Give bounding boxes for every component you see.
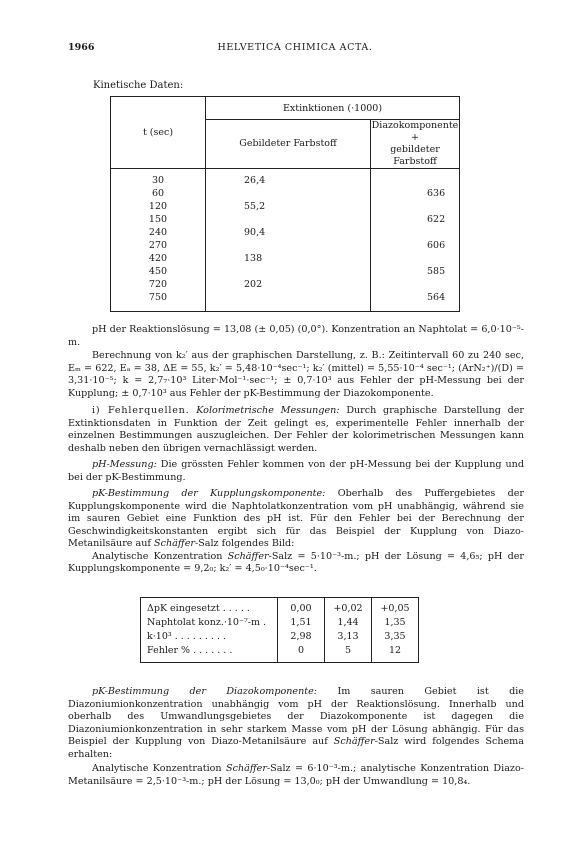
cell-value: 3,13 <box>325 630 372 644</box>
table-row <box>111 291 460 312</box>
cell-value: 1,35 <box>372 616 419 630</box>
table-row <box>141 616 419 630</box>
cell-time: 150 <box>148 214 168 225</box>
cell-diazo: 636 <box>371 187 460 200</box>
cell-value: +0,02 <box>325 598 372 617</box>
cell-diazo: 622 <box>371 213 460 226</box>
cell-dye <box>206 187 371 200</box>
error-sources-paragraph: i) Fehlerquellen. Kolorimetrische Messungen: Durch graphische Darstellung der Extinktionsdaten in Funktion der Zeit gelingt es, experimentelle Fehler innerhalb der einzelnen Bestimmungen auszugleichen. Der Fehler der kolorimetrischen Messungen kann deshalb neben den übrigen vernachlässigt werden. <box>68 405 525 454</box>
cell-time: 750 <box>148 292 168 303</box>
table-row <box>111 213 460 226</box>
cell-value: 0,00 <box>278 598 325 617</box>
cell-value: 3,35 <box>372 630 419 644</box>
running-header <box>68 42 522 58</box>
row-label: Naphtolat konz.·10⁻⁷-m . <box>147 617 267 628</box>
table-row <box>111 169 460 188</box>
cell-time: 120 <box>148 201 168 212</box>
col-dye-header: Gebildeter Farbstoff <box>206 120 371 169</box>
journal-title: HELVETICA CHIMICA ACTA. <box>217 42 373 53</box>
cell-time: 270 <box>148 240 168 251</box>
table-row <box>111 278 460 291</box>
cell-dye <box>206 213 371 226</box>
cell-dye: 138 <box>206 252 371 265</box>
row-label: ΔpK eingesetzt . . . . . <box>147 603 250 614</box>
cell-time: 420 <box>148 253 168 264</box>
table-row <box>141 644 419 663</box>
ph-measurement-paragraph: pH-Messung: Die grössten Fehler kommen von der pH-Messung bei der Kupplung und bei der pK-Bestimmung. <box>68 459 524 483</box>
cell-diazo: 564 <box>371 291 460 312</box>
table-row <box>111 252 460 265</box>
cell-diazo <box>371 252 460 265</box>
cell-value: 1,51 <box>278 616 325 630</box>
row-label: k·10³ . . . . . . . . . <box>147 631 227 642</box>
cell-diazo <box>371 200 460 213</box>
cell-diazo: 585 <box>371 265 460 278</box>
kinetics-table <box>110 96 460 312</box>
cell-diazo <box>371 169 460 188</box>
row-label: Fehler % . . . . . . . <box>147 645 233 656</box>
analytic-conc-paragraph: Analytische Konzentration Schäffer-Salz = 5·10⁻³-m.; pH der Lösung = 4,6₅; pH der Kupplungskomponente = 9,2₀; k₂′ = 4,5₀·10⁻⁴sec⁻¹. <box>68 550 524 574</box>
table-row <box>111 200 460 213</box>
cell-value: 2,98 <box>278 630 325 644</box>
cell-dye <box>206 291 371 312</box>
cell-dye <box>206 265 371 278</box>
calculation-paragraph: Berechnung von k₂′ aus der graphischen Darstellung, z. B.: Zeitintervall 60 zu 240 sec, Eₘ = 622, Eₐ = 38, ΔE = 55, k₂′ = 5,48·10⁻⁴sec⁻¹; k₂′ (mittel) = 5,55·10⁻⁴ sec⁻¹; (ArN₂⁺)/(D) = 3,31·10⁻⁵; k = 2,7₇·10³ Liter·Mol⁻¹·sec⁻¹; ± 0,7·10³ aus Fehler der pH-Messung bei der Kupplung; ± 0,7·10³ aus Fehler der pK-Bestimmung der Diazokomponente. <box>68 350 524 399</box>
table-row <box>111 187 460 200</box>
body-text-upper <box>68 324 524 576</box>
cell-dye: 55,2 <box>206 200 371 213</box>
cell-value: 12 <box>372 644 419 663</box>
cell-value: 0 <box>278 644 325 663</box>
cell-diazo <box>371 278 460 291</box>
cell-value: 1,44 <box>325 616 372 630</box>
table-row <box>141 630 419 644</box>
cell-time: 30 <box>151 175 165 186</box>
pk-coupling-paragraph: pK-Bestimmung der Kupplungskomponente: Oberhalb des Puffergebietes der Kupplungskomponente wird die Naphtolatkonzentration vom pH unabhängig, während sie im sauren Gebiet eine Funktion des pH ist. Für den Fehler bei der Berechnung der Geschwindigkeitskonstanten ergibt sich für das Beispiel der Kupplung von Diazo-Metanilsäure auf Schäffer-Salz folgendes Bild: <box>68 488 524 549</box>
cell-diazo: 606 <box>371 239 460 252</box>
pk-diazo-paragraph: pK-Bestimmung der Diazokomponente: Im sauren Gebiet ist die Diazoniumionkonzentration unabhängig vom pH der Reaktionslösung. Innerhalb und oberhalb des Umwandlungsgebietes der Diazokomponente ist dagegen die Diazoniumionkonzentration in sehr starkem Masse vom pH der Lösung abhängig. Für das Beispiel der Kupplung von Diazo-Metanilsäure auf Schäffer-Salz wird folgendes Schema erhalten: <box>68 686 524 760</box>
cell-value: 5 <box>325 644 372 663</box>
body-text-lower <box>68 686 524 788</box>
error-table <box>140 597 419 663</box>
cell-dye <box>206 239 371 252</box>
analytic-conc-diazo-paragraph: Analytische Konzentration Schäffer-Salz = 6·10⁻³-m.; analytische Konzentration Diazo-Metanilsäure = 2,5·10⁻³-m.; pH der Lösung = 13,0₀; pH der Umwandlung = 10,8₄. <box>68 763 524 787</box>
cell-time: 240 <box>148 227 168 238</box>
cell-dye: 202 <box>206 278 371 291</box>
kinetics-label: Kinetische Daten: <box>93 80 184 91</box>
col-time-header: t (sec) <box>111 97 206 169</box>
cell-diazo <box>371 226 460 239</box>
table-row <box>111 239 460 252</box>
cell-time: 60 <box>151 188 165 199</box>
cell-dye: 26,4 <box>206 169 371 188</box>
cell-dye: 90,4 <box>206 226 371 239</box>
ph-paragraph: pH der Reaktionslösung = 13,08 (± 0,05) (0,0°). Konzentration an Naphtolat = 6,0·10⁻⁵-m. <box>68 324 524 348</box>
cell-time: 450 <box>148 266 168 277</box>
table-row <box>111 265 460 278</box>
page-number: 1966 <box>68 42 95 53</box>
cell-value: +0,05 <box>372 598 419 617</box>
table-row <box>141 598 419 617</box>
table-row <box>111 226 460 239</box>
col-diazo-header: Diazokomponente + gebildeter Farbstoff <box>371 120 459 167</box>
cell-time: 720 <box>148 279 168 290</box>
extinction-group-header: Extinktionen (·1000) <box>206 97 460 120</box>
